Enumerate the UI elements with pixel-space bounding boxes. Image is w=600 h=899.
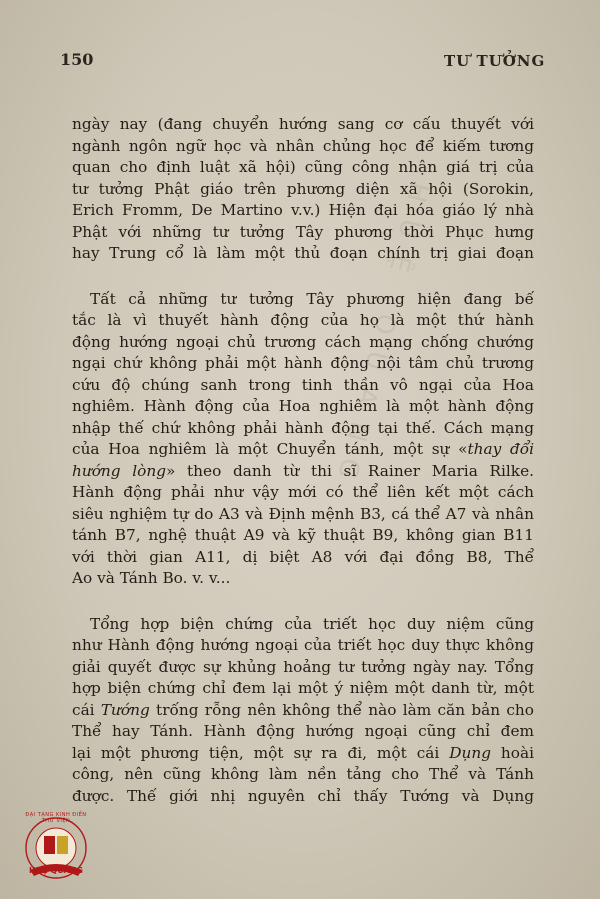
text-line: công, nên cũng không làm nền tảng cho Thể và Tánh [72, 765, 534, 783]
text-line: Phật với những tư tưởng Tây phương thời Phục hưng [72, 222, 534, 241]
text-line: nhập thế chứ không phải hành động tại thế. Cách mạng [72, 418, 534, 437]
italic-text: Dụng [449, 743, 491, 762]
text-line: Tất cả những tư tưởng Tây phương hiện đang bế [90, 289, 534, 308]
text-line: tắc là vì thuyết hành động của họ là một thứ hành [72, 311, 534, 329]
running-title: TƯ TƯỞNG [444, 52, 546, 70]
text-line: nghiêm. Hành động của Hoa nghiêm là một hành động [72, 397, 534, 415]
text-span: » theo danh từ thi sĩ Rainer Maria Rilke. [165, 461, 534, 480]
stamp-ring-text: ĐẠI TẠNG KINH ĐIỂN THƯ VIỆN [25, 812, 87, 824]
text-span: của Hoa nghiêm là một Chuyển tánh, một sự « [72, 440, 468, 458]
text-line: giải quyết được sự khủng hoảng tư tưởng ngày nay. Tổng [72, 657, 534, 676]
text-line: Tổng hợp biện chứng của triết học duy niệm cũng [90, 614, 534, 633]
text-line: động hướng ngoại chủ trương cách mạng chống chướng [72, 332, 534, 351]
watermark: HUỆ QUANG [327, 179, 435, 500]
text-line: Erich Fromm, De Martino v.v.) Hiện đại hóa giáo lý nhà [72, 201, 534, 219]
text-line: như Hành động hướng ngoại của triết học duy thực không [72, 636, 534, 654]
body-text [72, 114, 534, 807]
page-number: 150 [60, 50, 94, 69]
italic-text: Tướng [100, 700, 150, 719]
text-line [72, 700, 534, 722]
text-span: hoài [491, 743, 535, 762]
text-line: cứu độ chúng sanh trong tinh thần vô ngại của Hoa [72, 375, 534, 394]
text-line: quan cho định luật xã hội) cũng công nhận giá trị của [72, 158, 534, 176]
paragraph-2 [72, 289, 534, 590]
text-span: cái [72, 700, 101, 719]
italic-text: thay đổi [467, 440, 534, 458]
text-span: trống rỗng nên không thể nào làm căn bản cho [149, 700, 534, 719]
text-line: Ao và Tánh Bo. v. v... [72, 569, 231, 587]
text-line: ngại chứ không phải một hành động nội tâm chủ trương [72, 354, 534, 372]
text-line: hay Trung cổ là làm một thủ đoạn chính trị giai đoạn [72, 244, 534, 262]
text-line: ngày nay (đang chuyển hướng sang cơ cấu thuyết với [72, 115, 534, 133]
text-line: Hành động phải như vậy mới có thể liên kết một cách [72, 483, 534, 501]
italic-text: hướng lòng [72, 461, 166, 480]
text-line [72, 439, 534, 461]
paragraph-3 [72, 614, 534, 808]
text-line: Thể hay Tánh. Hành động hướng ngoại cũng chỉ đem [72, 722, 534, 740]
text-line: với thời gian A11, dị biệt A8 với đại đồng B8, Thể [72, 547, 534, 566]
text-line: tánh B7, nghệ thuật A9 và kỹ thuật B9, không gian B11 [72, 526, 534, 544]
text-line: được. Thế giới nhị nguyên chỉ thấy Tướng và Dụng [72, 786, 534, 805]
text-line [72, 461, 534, 483]
paragraph-1 [72, 114, 534, 265]
text-line: siêu nghiệm tự do A3 và Định mệnh B3, cá thể A7 và nhân [72, 504, 534, 523]
text-span: lại một phương tiện, một sự ra đi, một cái [72, 743, 450, 762]
text-line: tư tưởng Phật giáo trên phương diện xã hội (Sorokin, [72, 179, 534, 198]
text-line [72, 743, 534, 765]
text-line: hợp biện chứng chỉ đem lại một ý niệm một danh từ, một [72, 679, 534, 697]
stamp-label: HUỆ QUANG [29, 866, 83, 875]
text-line: ngành ngôn ngữ học và nhân chủng học để kiếm tương [72, 136, 534, 155]
